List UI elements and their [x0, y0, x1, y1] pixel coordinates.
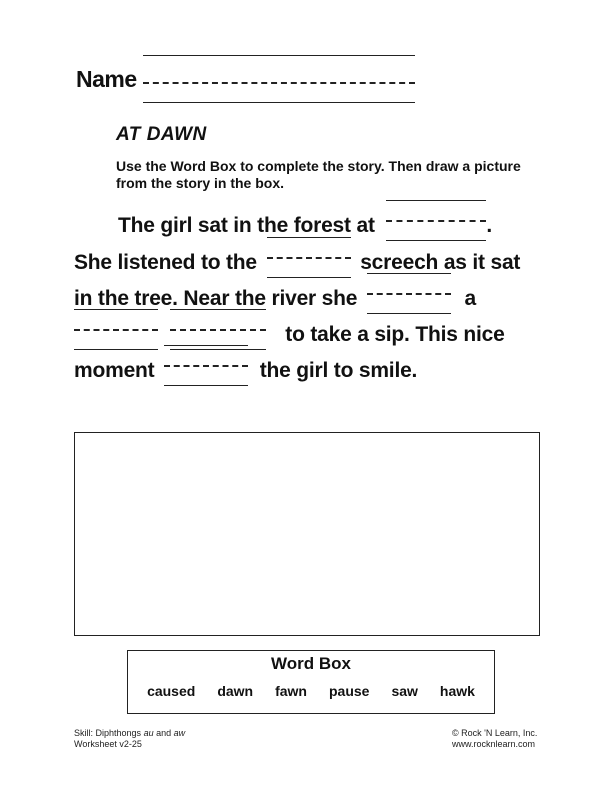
- word-box-title: Word Box: [271, 654, 351, 673]
- story-line-2: [74, 249, 520, 275]
- instructions-line-2: from the story in the box.: [116, 175, 285, 191]
- answer-blank-6[interactable]: [164, 357, 248, 377]
- story-text: moment: [74, 359, 155, 382]
- story-line-4: [74, 321, 505, 347]
- instructions: [116, 158, 576, 192]
- answer-blank-4[interactable]: [74, 321, 158, 341]
- story-text: to take a sip. This nice: [285, 323, 505, 346]
- name-label: Name: [76, 66, 137, 92]
- story-line-5: [74, 357, 417, 383]
- skill-prefix: Skill: Diphthongs: [74, 728, 142, 738]
- skill-au: au: [143, 728, 154, 738]
- story-text: screech as it sat: [360, 251, 521, 274]
- story-line-1: [118, 212, 492, 238]
- drawing-box[interactable]: [74, 432, 540, 636]
- word-box-word: pause: [328, 683, 370, 699]
- skill-aw: aw: [173, 728, 186, 738]
- answer-blank-3[interactable]: [367, 285, 451, 305]
- instructions-line-1: Use the Word Box to complete the story. Then draw a picture: [116, 158, 521, 174]
- name-bottom-guideline: [143, 102, 415, 103]
- story-text: The girl sat in the forest at: [118, 214, 375, 237]
- name-write-line[interactable]: [143, 82, 415, 84]
- story-text: the girl to smile.: [259, 359, 418, 382]
- worksheet-id: Worksheet v2-25: [74, 739, 142, 749]
- story-line-3: [74, 285, 476, 311]
- word-box-word: hawk: [439, 683, 475, 699]
- story-text: in the tree. Near the river she: [74, 287, 358, 310]
- footer-right: [452, 728, 537, 750]
- story-text: a: [464, 287, 477, 310]
- word-box-word: saw: [391, 683, 418, 699]
- answer-blank-2[interactable]: [267, 249, 351, 269]
- name-top-guideline: [143, 55, 415, 56]
- worksheet-title: AT DAWN: [116, 124, 207, 145]
- word-box-word: fawn: [275, 683, 307, 699]
- website-link[interactable]: www.rocknlearn.com: [452, 739, 536, 749]
- answer-blank-1[interactable]: [386, 212, 486, 232]
- word-box: [127, 650, 495, 714]
- story-text: She listened to the: [74, 251, 257, 274]
- answer-blank-5[interactable]: [170, 321, 266, 341]
- word-box-words: [128, 683, 494, 699]
- skill-label: [74, 728, 185, 739]
- skill-and: and: [156, 728, 172, 738]
- footer-left: [74, 728, 185, 750]
- story-text: .: [486, 214, 493, 237]
- word-box-word: caused: [147, 683, 196, 699]
- word-box-word: dawn: [217, 683, 254, 699]
- copyright: © Rock 'N Learn, Inc.: [452, 728, 538, 738]
